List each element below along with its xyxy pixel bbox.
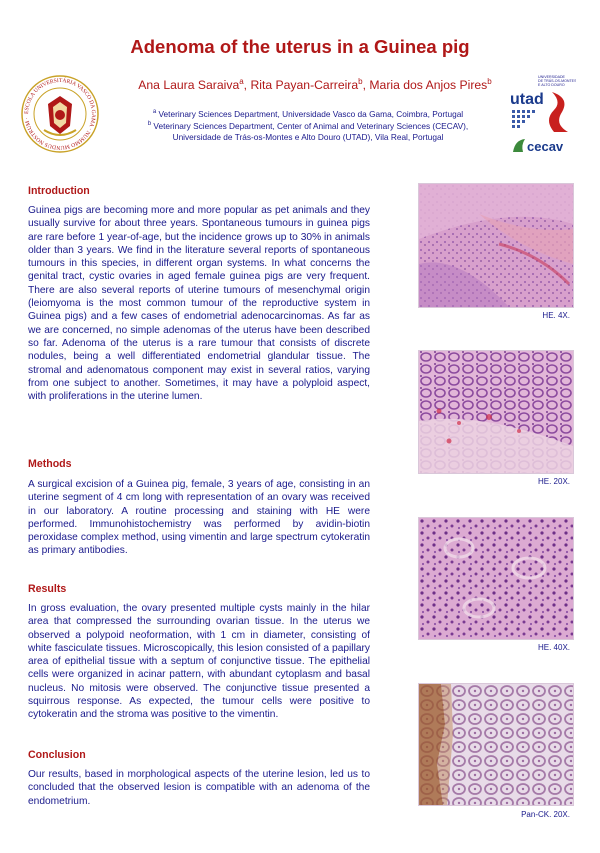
methods-heading: Methods: [28, 458, 72, 470]
affiliation-mark: b: [358, 77, 363, 86]
conclusion-text: Our results, based in morphological aspects of the uterine lesion, led us to concluded that the observed lesion is compatible with an adenoma of the endometrium.: [28, 769, 370, 807]
micrograph-he-20x: [418, 350, 574, 474]
cecav-logo: [511, 136, 577, 156]
methods-text: A surgical excision of a Guinea pig, female, 3 years of age, consisting in an uterine segment of 4 cm long with representation of an ovary was received in our laboratory. A routine processing and staining with HE were performed. Immunohistochemistry was performed by avidin-biotin peroxidase complex method, using vimentin and large spectrum cytokeratin as primary antibodies.: [28, 479, 370, 557]
figure-caption: HE. 20X.: [537, 477, 570, 486]
university-seal-logo: [20, 74, 100, 154]
poster-title: Adenoma of the uterus in a Guinea pig: [130, 36, 470, 57]
affiliation-line: Universidade de Trás-os-Montes e Alto Douro (UTAD), Vila Real, Portugal: [172, 131, 444, 142]
author-list: Ana Laura Saraiva$^a$, Rita Payan-Carreira$^b$, Maria dos Anjos Pires$^b$: [138, 77, 492, 93]
utad-small-text: DE TRÁS-OS-MONTES: [538, 79, 576, 83]
affiliation-line: $^a$ Veterinary Sciences Department, Universidade Vasco da Gama, Coimbra, Portugal: [152, 108, 464, 119]
affiliations: [112, 107, 504, 142]
figure-caption: HE. 4X.: [542, 311, 570, 320]
author-name: Ana Laura Saraiva: [138, 78, 240, 93]
utad-small-text: UNIVERSIDADE: [538, 75, 565, 79]
utad-small-text: E ALTO DOURO: [538, 83, 565, 87]
affiliation-mark: a: [239, 77, 244, 86]
figure-caption: Pan-CK. 20X.: [521, 810, 570, 819]
conclusion-heading: Conclusion: [28, 749, 86, 761]
micrograph-he-40x: [418, 517, 574, 640]
micrograph-pan-ck-20x: [418, 683, 574, 806]
figure-caption: HE. 40X.: [537, 643, 570, 652]
author-name: Rita Payan-Carreira: [250, 78, 359, 93]
affiliation-mark: b: [487, 77, 492, 86]
micrograph-he-4x: [418, 183, 574, 308]
results-heading: Results: [28, 583, 67, 595]
utad-logo: [508, 72, 576, 134]
cecav-wordmark: cecav: [527, 139, 564, 154]
results-text: In gross evaluation, the ovary presented multiple cysts mainly in the hilar area that compressed the surrounding ovarian tissue. In the uterus we observed a polypoid neoformation, with 1 cm in diameter, consisting of white fasciculate tissues. Microscopically, this lesion consisted of a papillary area of epithelial tissue with a septum of conjunctive tissue. The epithelial cells were organized in acinar pattern, with abundant cytoplasm and basal nucleus. No mitosis were observed. The conjunctive tissue presented a squirrous response. As expected, the tumour cells were positive to cytokeratin and the stroma was positive to the vimentin.: [28, 603, 370, 721]
author-name: Maria dos Anjos Pires: [369, 78, 488, 93]
introduction-text: Guinea pigs are becoming more and more popular as pet animals and they usually survive for about three years. Spontaneous tumours in guinea pigs are rare before 1 year-of-age, but the incidence grows up to 30% in animals older than 3 years. We find in the literature several reports of spontaneous tumours in this species, in different organ systems. In what concerns the genital tract, cystic ovaries in aged female guinea pigs are very frequent. There are also several reports of uterine tumours of mesenchymal origin (leiomyoma is the most common tumour of the reproductive system in Guinea pigs) and a few cases of endometrial adenocarcinomas. As far as we are concerned, no simple adenomas of the uterus have been described so far. Adenoma of the uterus is a rare tumour that consists of discrete nodules, being a well differentiated endometrial glandular tissue. The stromal and adenomatous component may exist in several ratios, varying from one subject to another. Sometimes, it may have a polyploid aspect, with proliferations in the uterine lumen.: [28, 205, 370, 403]
affiliation-line: $^b$ Veterinary Sciences Department, Center of Animal and Veterinary Sciences (CECAV),: [147, 121, 469, 132]
introduction-heading: Introduction: [28, 185, 90, 197]
seal-ring-text: ESCOLA UNIVERSITÁRIA VASCO DA GAMA · NUMMO MUNDUS NOSTRUM ·: [23, 77, 97, 151]
utad-wordmark: utad: [510, 91, 544, 108]
